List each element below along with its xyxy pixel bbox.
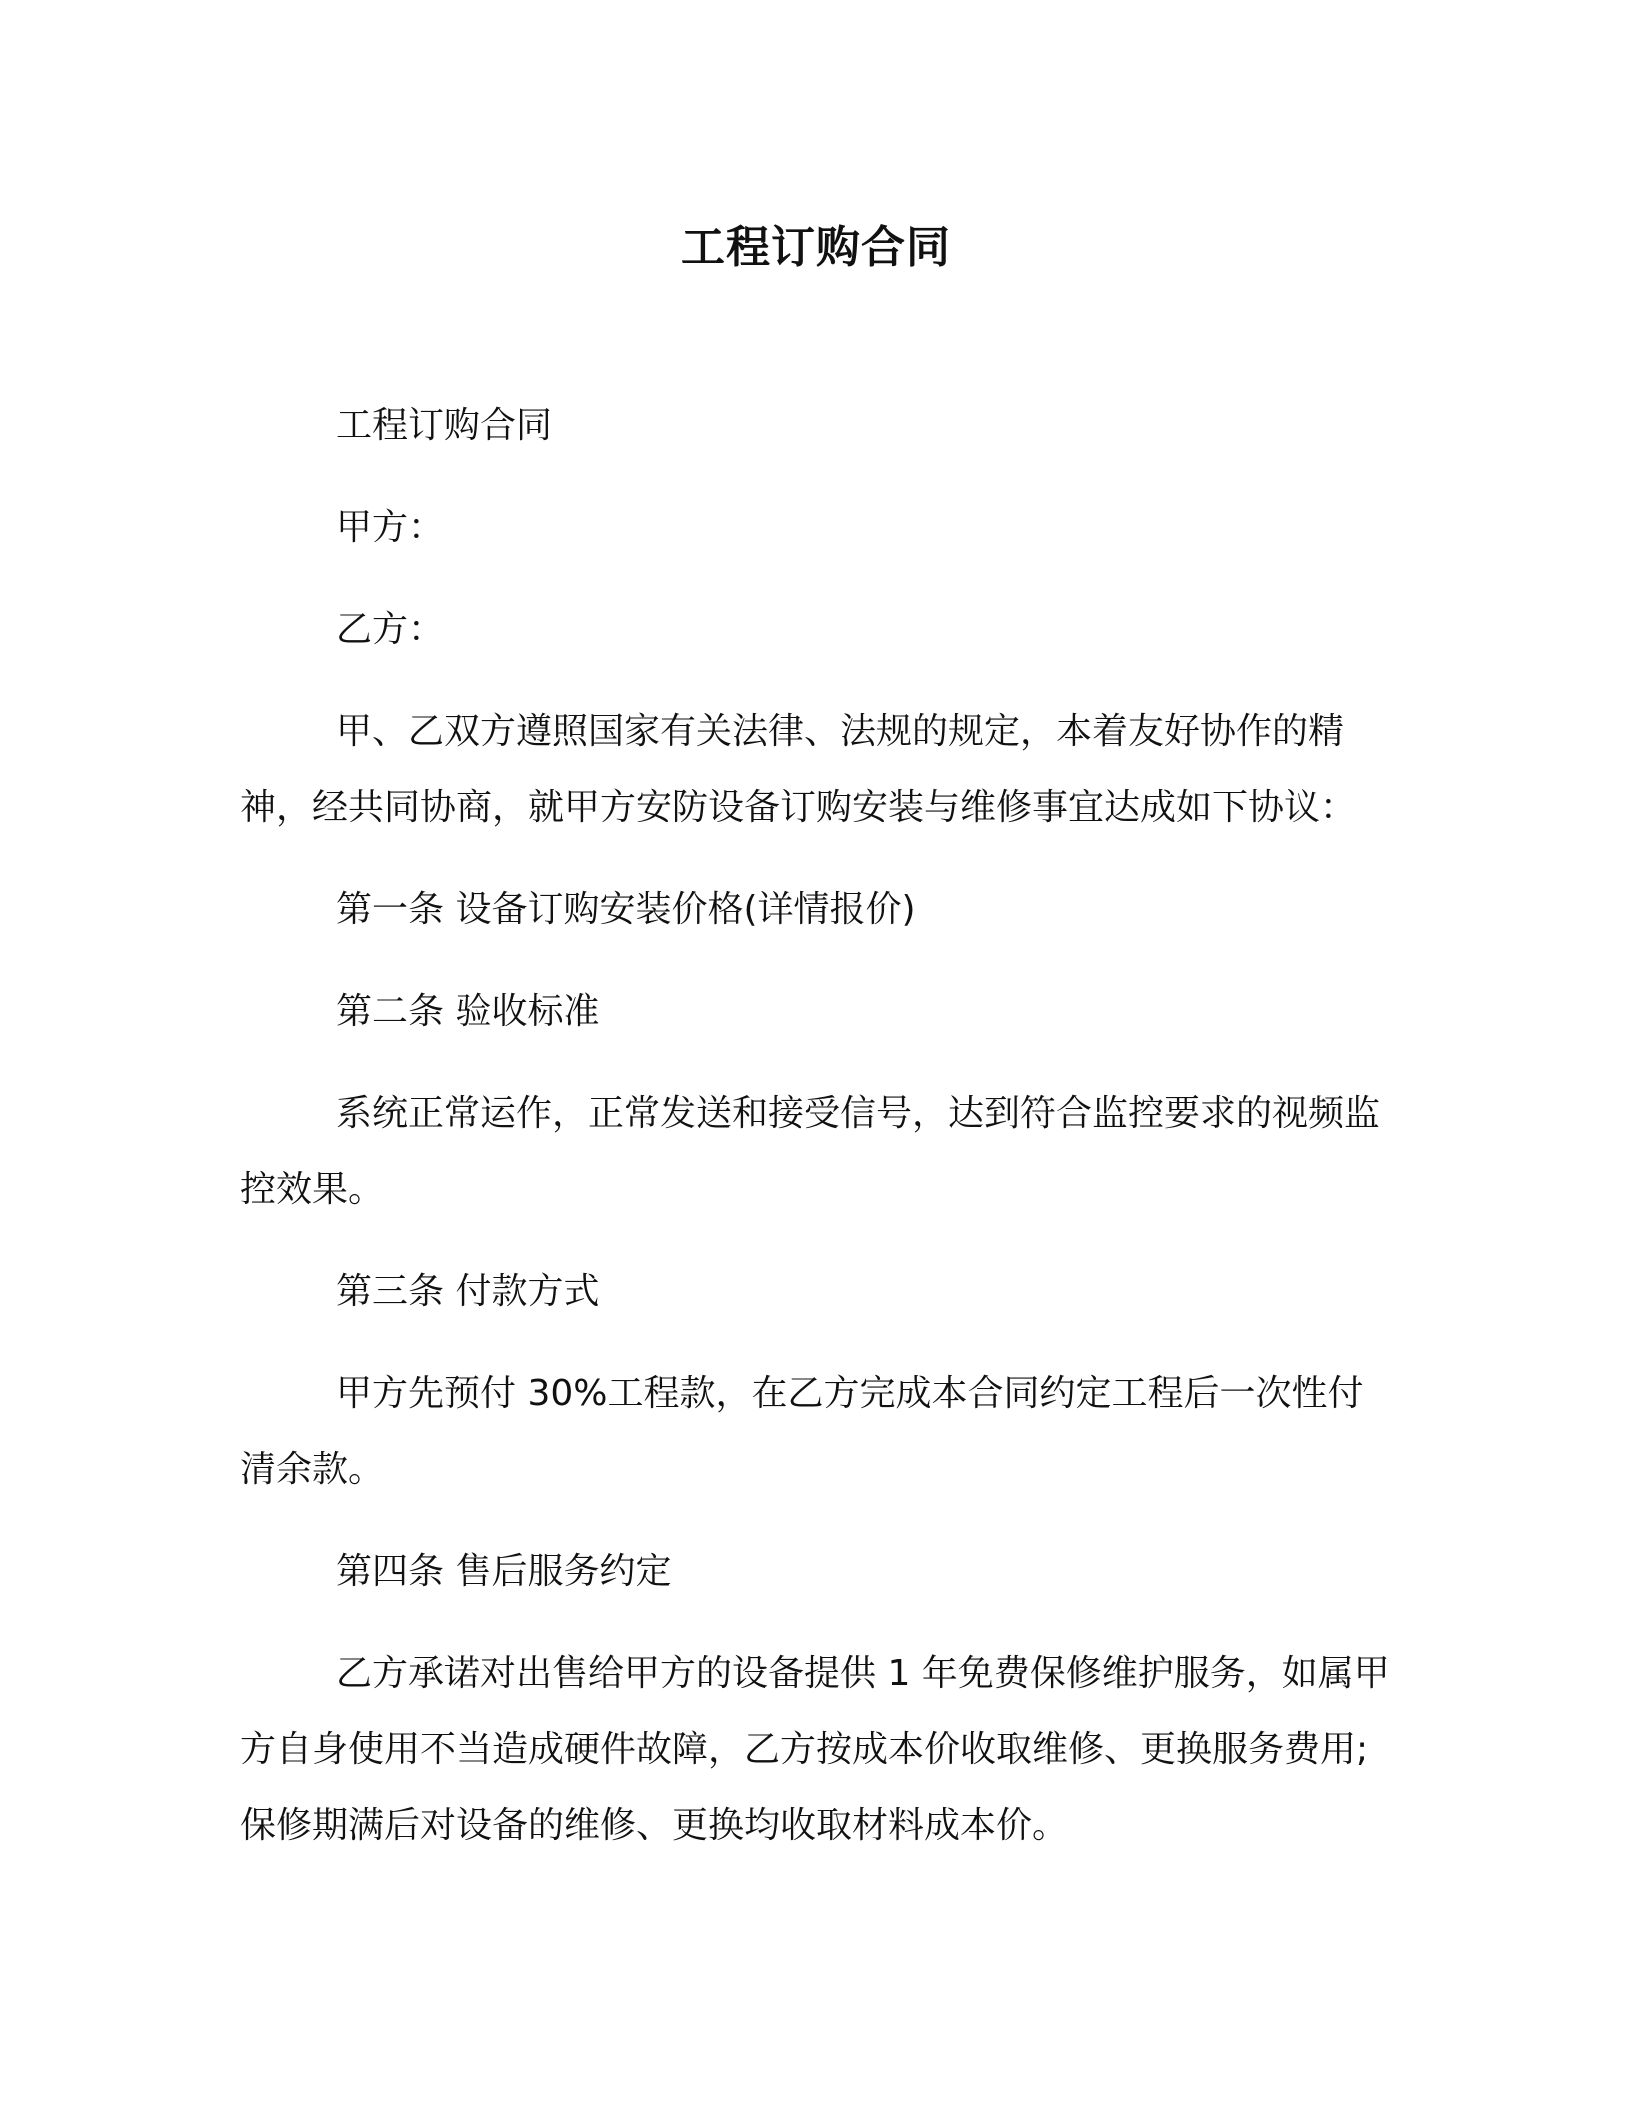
- paragraph-party-a: 甲方：: [336, 507, 445, 548]
- paragraph-party-b: 乙方：: [336, 609, 445, 650]
- paragraph-preamble: 甲、乙双方遵照国家有关法律、法规的规定，本着友好协作的精神，经共同协商，就甲方安防设备订购安装与维修事宜达成如下协议：: [240, 711, 1357, 828]
- paragraph-article-2: 第二条 验收标准: [336, 991, 600, 1032]
- paragraph-heading: 工程订购合同: [336, 405, 553, 446]
- document-title: 工程订购合同: [681, 222, 951, 273]
- paragraph-article-4: 第四条 售后服务约定: [336, 1551, 672, 1592]
- paragraph-article-3: 第三条 付款方式: [336, 1271, 600, 1312]
- paragraph-article-2-content: 系统正常运作，正常发送和接受信号，达到符合监控要求的视频监控效果。: [240, 1093, 1381, 1210]
- paragraph-article-3-content: 甲方先预付 30%工程款，在乙方完成本合同约定工程后一次性付清余款。: [240, 1373, 1364, 1490]
- paragraph-article-1: 第一条 设备订购安装价格(详情报价): [336, 889, 916, 930]
- paragraph-article-4-content: 乙方承诺对出售给甲方的设备提供 1 年免费保修维护服务，如属甲方自身使用不当造成硬件故障，乙方按成本价收取维修、更换服务费用;保修期满后对设备的维修、更换均收取材料成本价。: [240, 1653, 1390, 1846]
